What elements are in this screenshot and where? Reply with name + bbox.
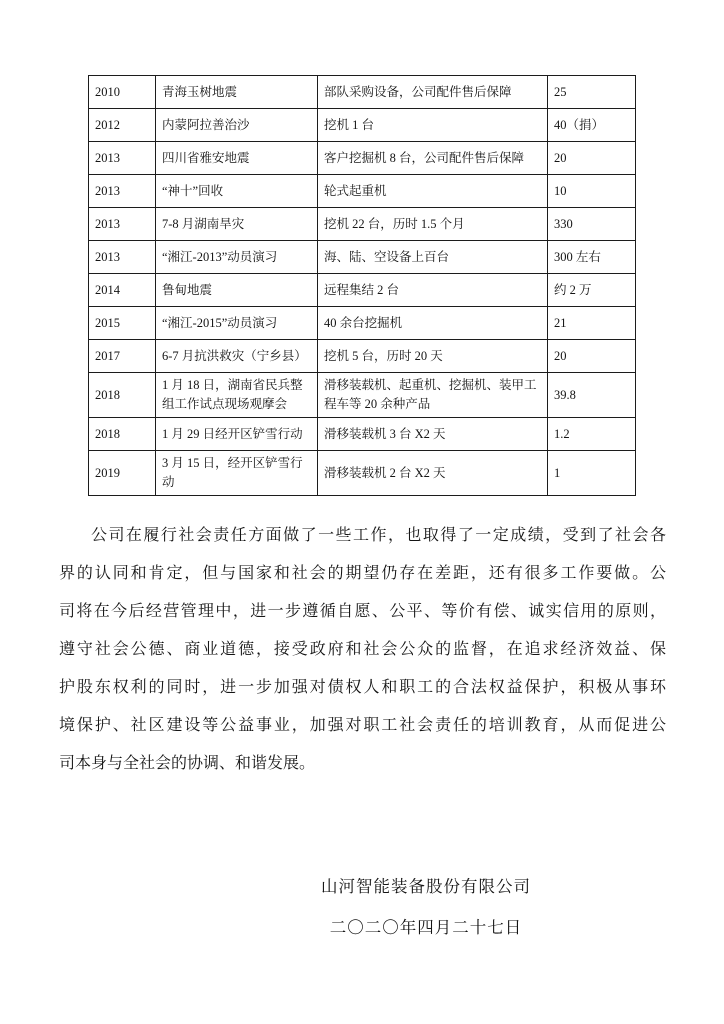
equipment-cell: 挖机 22 台，历时 1.5 个月 [318,208,548,241]
signature-block [128,866,724,948]
amount-cell: 20 [548,340,636,373]
year-cell: 2013 [89,175,156,208]
amount-cell: 25 [548,76,636,109]
amount-cell: 21 [548,307,636,340]
equipment-cell: 滑移装载机 3 台 X2 天 [318,418,548,451]
event-cell: 3 月 15 日，经开区铲雪行动 [156,451,318,496]
year-cell: 2019 [89,451,156,496]
equipment-cell: 挖机 1 台 [318,109,548,142]
equipment-cell: 滑移装载机 2 台 X2 天 [318,451,548,496]
table-row [89,175,636,208]
event-cell: 青海玉树地震 [156,76,318,109]
year-cell: 2010 [89,76,156,109]
donation-table-body [89,76,636,496]
paragraph-line: 司将在今后经营管理中，进一步遵循自愿、公平、等价有偿、诚实信用的原则， [59,603,666,620]
paragraph-line: 护股东权利的同时，进一步加强对债权人和职工的合法权益保护，积极从事环 [59,679,666,696]
year-cell: 2017 [89,340,156,373]
equipment-cell: 轮式起重机 [318,175,548,208]
paragraph-line: 境保护、社区建设等公益事业，加强对职工社会责任的培训教育，从而促进公 [59,717,666,734]
event-cell: 内蒙阿拉善治沙 [156,109,318,142]
amount-cell: 20 [548,142,636,175]
table-row [89,373,636,418]
event-cell: “神十”回收 [156,175,318,208]
equipment-cell: 挖机 5 台，历时 20 天 [318,340,548,373]
equipment-cell: 远程集结 2 台 [318,274,548,307]
closing-paragraph [59,517,666,783]
amount-cell: 1 [548,451,636,496]
paragraph-line: 公司在履行社会责任方面做了一些工作，也取得了一定成绩，受到了社会各 [91,527,666,544]
amount-cell: 约 2 万 [548,274,636,307]
year-cell: 2018 [89,418,156,451]
amount-cell: 40（捐） [548,109,636,142]
signature-date: 二〇二〇年四月二十七日 [329,918,523,937]
donation-table-wrap [88,75,635,496]
table-row [89,307,636,340]
equipment-cell: 滑移装载机、起重机、挖掘机、装甲工程车等 20 余种产品 [318,373,548,418]
company-name: 山河智能装备股份有限公司 [321,877,531,896]
paragraph-line: 司本身与全社会的协调、和谐发展。 [59,755,316,772]
year-cell: 2013 [89,241,156,274]
amount-cell: 39.8 [548,373,636,418]
table-row [89,208,636,241]
table-row [89,340,636,373]
table-row [89,241,636,274]
table-row [89,142,636,175]
table-row [89,451,636,496]
amount-cell: 330 [548,208,636,241]
year-cell: 2012 [89,109,156,142]
year-cell: 2018 [89,373,156,418]
amount-cell: 10 [548,175,636,208]
year-cell: 2013 [89,208,156,241]
table-row [89,274,636,307]
year-cell: 2015 [89,307,156,340]
event-cell: 1 月 29 日经开区铲雪行动 [156,418,318,451]
table-row [89,76,636,109]
table-row [89,109,636,142]
year-cell: 2014 [89,274,156,307]
event-cell: 四川省雅安地震 [156,142,318,175]
event-cell: 7-8 月湖南旱灾 [156,208,318,241]
event-cell: “湘江-2015”动员演习 [156,307,318,340]
equipment-cell: 客户挖掘机 8 台，公司配件售后保障 [318,142,548,175]
table-row [89,418,636,451]
event-cell: 1 月 18 日，湖南省民兵整组工作试点现场观摩会 [156,373,318,418]
equipment-cell: 部队采购设备，公司配件售后保障 [318,76,548,109]
paragraph-line: 界的认同和肯定，但与国家和社会的期望仍存在差距，还有很多工作要做。公 [59,565,666,582]
event-cell: “湘江-2013”动员演习 [156,241,318,274]
paragraph-line: 遵守社会公德、商业道德，接受政府和社会公众的监督，在追求经济效益、保 [59,641,666,658]
amount-cell: 1.2 [548,418,636,451]
amount-cell: 300 左右 [548,241,636,274]
event-cell: 鲁甸地震 [156,274,318,307]
equipment-cell: 40 余台挖掘机 [318,307,548,340]
donation-table [88,75,636,496]
equipment-cell: 海、陆、空设备上百台 [318,241,548,274]
year-cell: 2013 [89,142,156,175]
event-cell: 6-7 月抗洪救灾（宁乡县） [156,340,318,373]
